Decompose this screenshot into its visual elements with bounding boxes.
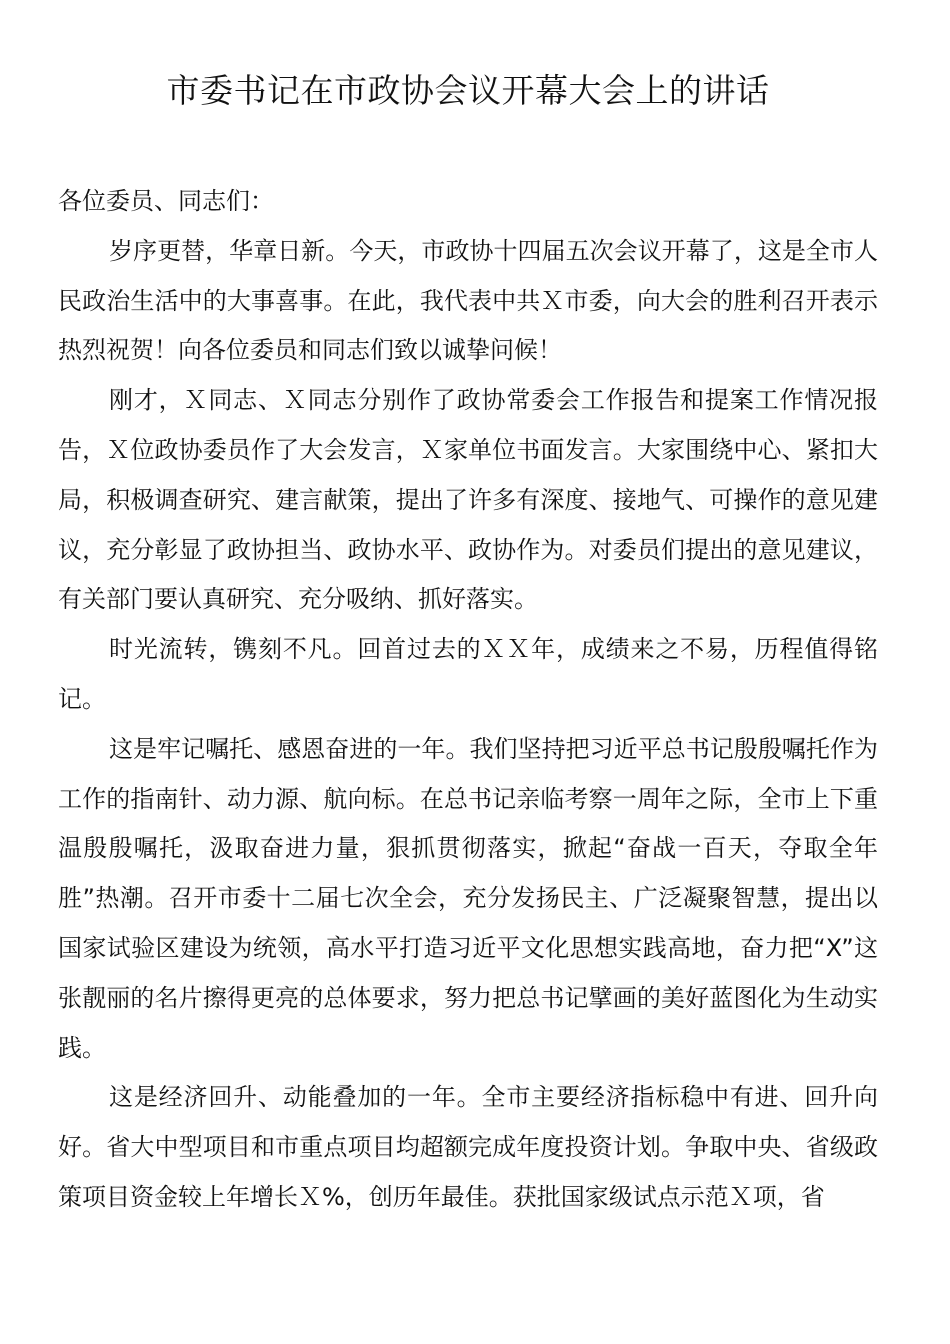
salutation: 各位委员、同志们：	[58, 187, 274, 215]
paragraph-opening: 岁序更替，华章日新。今天，市政协十四届五次会议开幕了，这是全市人民政治生活中的大事喜事。在此，我代表中共Ｘ市委，向大会的胜利召开表示热烈祝贺！向各位委员和同志们致以诚挚问候！	[58, 236, 878, 365]
paragraph-review: 时光流转，镌刻不凡。回首过去的ＸＸ年，成绩来之不易，历程值得铭记。	[58, 635, 878, 713]
document-title: 市委书记在市政协会议开幕大会上的讲话	[166, 71, 770, 110]
paragraph-entrust: 这是牢记嘱托、感恩奋进的一年。我们坚持把习近平总书记殷殷嘱托作为工作的指南针、动力源、航向标。在总书记亲临考察一周年之际，全市上下重温殷殷嘱托，汲取奋进力量，狠抓贯彻落实，掀起“奋战一百天，夺取全年胜”热潮。召开市委十二届七次全会，充分发扬民主、广泛凝聚智慧，提出以国家试验区建设为统领，高水平打造习近平文化思想实践高地，奋力把“X”这张靓丽的名片擦得更亮的总体要求，努力把总书记擘画的美好蓝图化为生动实践。	[58, 734, 878, 1062]
paragraph-reports: 刚才，Ｘ同志、Ｘ同志分别作了政协常委会工作报告和提案工作情况报告，Ｘ位政协委员作了大会发言，Ｘ家单位书面发言。大家围绕中心、紧扣大局，积极调查研究、建言献策，提出了许多有深度、接地气、可操作的意见建议，充分彰显了政协担当、政协水平、政协作为。对委员们提出的意见建议，有关部门要认真研究、充分吸纳、抓好落实。	[58, 386, 878, 614]
paragraph-economy: 这是经济回升、动能叠加的一年。全市主要经济指标稳中有进、回升向好。省大中型项目和市重点项目均超额完成年度投资计划。争取中央、省级政策项目资金较上年增长Ｘ%，创历年最佳。获批国家级试点示范Ｘ项，省	[58, 1083, 878, 1211]
